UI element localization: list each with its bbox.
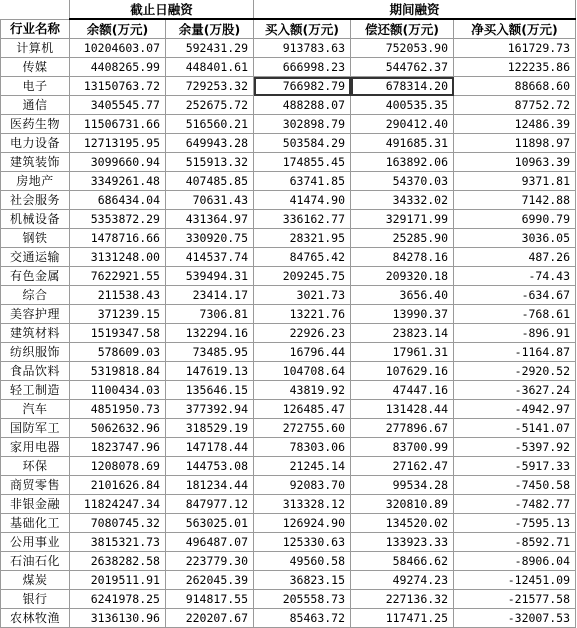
cell-buy[interactable]: 84765.42: [254, 248, 351, 267]
cell-volume[interactable]: 431364.97: [166, 210, 254, 229]
cell-volume[interactable]: 515913.32: [166, 153, 254, 172]
cell-repay[interactable]: 27162.47: [351, 457, 454, 476]
cell-industry[interactable]: 纺织服饰: [1, 343, 70, 362]
cell-repay[interactable]: 320810.89: [351, 495, 454, 514]
table-row[interactable]: [1, 229, 576, 248]
cell-buy[interactable]: 92083.70: [254, 476, 351, 495]
cell-volume[interactable]: 23414.17: [166, 286, 254, 305]
cell-industry[interactable]: 美容护理: [1, 305, 70, 324]
col-header-balance: 余额(万元): [70, 19, 166, 39]
cell-volume[interactable]: 847977.12: [166, 495, 254, 514]
table-row[interactable]: [1, 134, 576, 153]
table-row[interactable]: [1, 96, 576, 115]
col-header-volume: 余量(万股): [166, 19, 254, 39]
cell-volume[interactable]: 223779.30: [166, 552, 254, 571]
table-row[interactable]: [1, 514, 576, 533]
table-row[interactable]: [1, 381, 576, 400]
col-header-repay: 偿还额(万元): [351, 19, 454, 39]
cell-net-buy[interactable]: -21577.58: [454, 590, 576, 609]
cell-industry[interactable]: 汽车: [1, 400, 70, 419]
cell-buy[interactable]: 488288.07: [254, 96, 351, 115]
cell-industry[interactable]: 商贸零售: [1, 476, 70, 495]
cell-industry[interactable]: 银行: [1, 590, 70, 609]
table-row[interactable]: [1, 115, 576, 134]
cell-balance[interactable]: 3349261.48: [70, 172, 166, 191]
cell-volume[interactable]: 539494.31: [166, 267, 254, 286]
cell-industry[interactable]: 通信: [1, 96, 70, 115]
cell-volume[interactable]: 377392.94: [166, 400, 254, 419]
col-header-industry: 行业名称: [1, 19, 70, 39]
cell-balance[interactable]: 13150763.72: [70, 77, 166, 96]
cell-industry[interactable]: 计算机: [1, 39, 70, 58]
cell-buy[interactable]: 49560.58: [254, 552, 351, 571]
cell-volume[interactable]: 407485.85: [166, 172, 254, 191]
group-header-row: [1, 0, 576, 19]
table-row[interactable]: [1, 419, 576, 438]
table-row[interactable]: [1, 305, 576, 324]
cell-balance[interactable]: 2019511.91: [70, 571, 166, 590]
cell-volume[interactable]: 135646.15: [166, 381, 254, 400]
cell-net-buy[interactable]: -8906.04: [454, 552, 576, 571]
cell-industry[interactable]: 轻工制造: [1, 381, 70, 400]
cell-industry[interactable]: 有色金属: [1, 267, 70, 286]
cell-balance[interactable]: 3815321.73: [70, 533, 166, 552]
cell-industry[interactable]: 医药生物: [1, 115, 70, 134]
cell-buy[interactable]: 503584.29: [254, 134, 351, 153]
cell-repay[interactable]: 13990.37: [351, 305, 454, 324]
table-row[interactable]: [1, 362, 576, 381]
cell-industry[interactable]: 公用事业: [1, 533, 70, 552]
cell-industry[interactable]: 传媒: [1, 58, 70, 77]
cell-repay[interactable]: 99534.28: [351, 476, 454, 495]
cell-volume[interactable]: 649943.28: [166, 134, 254, 153]
cell-balance[interactable]: 7080745.32: [70, 514, 166, 533]
cell-volume[interactable]: 414537.74: [166, 248, 254, 267]
group-header-period-end: 截止日融资: [70, 0, 254, 19]
cell-industry[interactable]: 非银金融: [1, 495, 70, 514]
cell-volume[interactable]: 448401.61: [166, 58, 254, 77]
table-row[interactable]: [1, 39, 576, 58]
cell-buy[interactable]: 126485.47: [254, 400, 351, 419]
cell-net-buy[interactable]: -2920.52: [454, 362, 576, 381]
cell-volume[interactable]: 70631.43: [166, 191, 254, 210]
group-header-period: 期间融资: [254, 0, 576, 19]
table-row[interactable]: [1, 400, 576, 419]
cell-industry[interactable]: 电子: [1, 77, 70, 96]
table-row[interactable]: [1, 609, 576, 628]
table-row[interactable]: [1, 248, 576, 267]
cell-repay[interactable]: 54370.03: [351, 172, 454, 191]
cell-repay[interactable]: 83700.99: [351, 438, 454, 457]
cell-industry[interactable]: 建筑装饰: [1, 153, 70, 172]
table-row[interactable]: [1, 495, 576, 514]
cell-balance[interactable]: 5353872.29: [70, 210, 166, 229]
cell-balance[interactable]: 6241978.25: [70, 590, 166, 609]
cell-repay[interactable]: 209320.18: [351, 267, 454, 286]
cell-buy[interactable]: 104708.64: [254, 362, 351, 381]
cell-volume[interactable]: 252675.72: [166, 96, 254, 115]
table-row[interactable]: [1, 58, 576, 77]
cell-net-buy[interactable]: 87752.72: [454, 96, 576, 115]
cell-repay[interactable]: 400535.35: [351, 96, 454, 115]
table-body: [1, 39, 576, 628]
cell-industry[interactable]: 基础化工: [1, 514, 70, 533]
cell-balance[interactable]: 5062632.96: [70, 419, 166, 438]
cell-repay[interactable]: 131428.44: [351, 400, 454, 419]
cell-net-buy[interactable]: 122235.86: [454, 58, 576, 77]
cell-buy[interactable]: 78303.06: [254, 438, 351, 457]
cell-balance[interactable]: 211538.43: [70, 286, 166, 305]
cell-volume[interactable]: 262045.39: [166, 571, 254, 590]
col-header-buy: 买入额(万元): [254, 19, 351, 39]
cell-industry[interactable]: 环保: [1, 457, 70, 476]
cell-industry[interactable]: 交通运输: [1, 248, 70, 267]
cell-net-buy[interactable]: -4942.97: [454, 400, 576, 419]
cell-buy[interactable]: 85463.72: [254, 609, 351, 628]
cell-balance[interactable]: 3099660.94: [70, 153, 166, 172]
table-row[interactable]: [1, 533, 576, 552]
cell-volume[interactable]: 132294.16: [166, 324, 254, 343]
cell-balance[interactable]: 4851950.73: [70, 400, 166, 419]
cell-volume[interactable]: 318529.19: [166, 419, 254, 438]
cell-net-buy[interactable]: 6990.79: [454, 210, 576, 229]
table-row[interactable]: [1, 438, 576, 457]
cell-balance[interactable]: 3136130.96: [70, 609, 166, 628]
cell-industry[interactable]: 石油石化: [1, 552, 70, 571]
cell-balance[interactable]: 12713195.95: [70, 134, 166, 153]
cell-net-buy[interactable]: -5141.07: [454, 419, 576, 438]
cell-buy[interactable]: 272755.60: [254, 419, 351, 438]
cell-repay[interactable]: 58466.62: [351, 552, 454, 571]
table-row[interactable]: [1, 476, 576, 495]
cell-net-buy[interactable]: -7595.13: [454, 514, 576, 533]
cell-balance[interactable]: 1208078.69: [70, 457, 166, 476]
cell-buy[interactable]: 205558.73: [254, 590, 351, 609]
cell-volume[interactable]: 220207.67: [166, 609, 254, 628]
cell-buy[interactable]: 13221.76: [254, 305, 351, 324]
cell-balance[interactable]: 3405545.77: [70, 96, 166, 115]
cell-volume[interactable]: 516560.21: [166, 115, 254, 134]
cell-repay[interactable]: 25285.90: [351, 229, 454, 248]
cell-volume[interactable]: 330920.75: [166, 229, 254, 248]
cell-buy[interactable]: 336162.77: [254, 210, 351, 229]
cell-repay[interactable]: 23823.14: [351, 324, 454, 343]
cell-buy[interactable]: 666998.23: [254, 58, 351, 77]
cell-net-buy[interactable]: 9371.81: [454, 172, 576, 191]
cell-repay[interactable]: 277896.67: [351, 419, 454, 438]
cell-industry[interactable]: 综合: [1, 286, 70, 305]
cell-volume[interactable]: 496487.07: [166, 533, 254, 552]
cell-industry[interactable]: 钢铁: [1, 229, 70, 248]
cell-balance[interactable]: 2638282.58: [70, 552, 166, 571]
cell-repay[interactable]: 107629.16: [351, 362, 454, 381]
cell-volume[interactable]: 914817.55: [166, 590, 254, 609]
table-row[interactable]: [1, 172, 576, 191]
cell-balance[interactable]: 11506731.66: [70, 115, 166, 134]
cell-industry[interactable]: 农林牧渔: [1, 609, 70, 628]
table-row[interactable]: [1, 153, 576, 172]
cell-volume[interactable]: 563025.01: [166, 514, 254, 533]
cell-buy[interactable]: 209245.75: [254, 267, 351, 286]
cell-net-buy[interactable]: -1164.87: [454, 343, 576, 362]
cell-balance[interactable]: 5319818.84: [70, 362, 166, 381]
cell-industry[interactable]: 食品饮料: [1, 362, 70, 381]
cell-repay[interactable]: 17961.31: [351, 343, 454, 362]
table-row[interactable]: [1, 210, 576, 229]
cell-balance[interactable]: 4408265.99: [70, 58, 166, 77]
cell-repay[interactable]: 163892.06: [351, 153, 454, 172]
cell-balance[interactable]: 11824247.34: [70, 495, 166, 514]
cell-net-buy[interactable]: -12451.09: [454, 571, 576, 590]
cell-repay[interactable]: 47447.16: [351, 381, 454, 400]
cell-net-buy[interactable]: -896.91: [454, 324, 576, 343]
cell-net-buy[interactable]: 12486.39: [454, 115, 576, 134]
cell-net-buy[interactable]: -5397.92: [454, 438, 576, 457]
cell-net-buy[interactable]: -74.43: [454, 267, 576, 286]
cell-balance[interactable]: 371239.15: [70, 305, 166, 324]
cell-repay[interactable]: 329171.99: [351, 210, 454, 229]
cell-volume[interactable]: 73485.95: [166, 343, 254, 362]
cell-balance[interactable]: 686434.04: [70, 191, 166, 210]
cell-industry[interactable]: 建筑材料: [1, 324, 70, 343]
cell-volume[interactable]: 592431.29: [166, 39, 254, 58]
cell-net-buy[interactable]: -7482.77: [454, 495, 576, 514]
cell-repay[interactable]: 544762.37: [351, 58, 454, 77]
column-header-row: [1, 19, 576, 39]
cell-buy[interactable]: 3021.73: [254, 286, 351, 305]
cell-net-buy[interactable]: 487.26: [454, 248, 576, 267]
cell-buy[interactable]: 313328.12: [254, 495, 351, 514]
cell-industry[interactable]: 房地产: [1, 172, 70, 191]
table-row[interactable]: [1, 267, 576, 286]
cell-balance[interactable]: 1823747.96: [70, 438, 166, 457]
blank-header-cell: [1, 0, 70, 19]
cell-net-buy[interactable]: 7142.88: [454, 191, 576, 210]
cell-volume[interactable]: 181234.44: [166, 476, 254, 495]
cell-repay[interactable]: 290412.40: [351, 115, 454, 134]
cell-buy[interactable]: 174855.45: [254, 153, 351, 172]
table-row[interactable]: [1, 77, 576, 96]
cell-buy[interactable]: 41474.90: [254, 191, 351, 210]
cell-volume[interactable]: 147619.13: [166, 362, 254, 381]
cell-net-buy[interactable]: -8592.71: [454, 533, 576, 552]
table-row[interactable]: [1, 191, 576, 210]
cell-repay[interactable]: 134520.02: [351, 514, 454, 533]
cell-buy[interactable]: 22926.23: [254, 324, 351, 343]
cell-volume[interactable]: 147178.44: [166, 438, 254, 457]
cell-buy[interactable]: 21245.14: [254, 457, 351, 476]
cell-volume[interactable]: 144753.08: [166, 457, 254, 476]
cell-industry[interactable]: 电力设备: [1, 134, 70, 153]
cell-repay[interactable]: 752053.90: [351, 39, 454, 58]
cell-industry[interactable]: 机械设备: [1, 210, 70, 229]
table-row[interactable]: [1, 343, 576, 362]
cell-industry[interactable]: 社会服务: [1, 191, 70, 210]
cell-repay[interactable]: 133923.33: [351, 533, 454, 552]
cell-buy[interactable]: 43819.92: [254, 381, 351, 400]
cell-net-buy[interactable]: -5917.33: [454, 457, 576, 476]
table-row[interactable]: [1, 571, 576, 590]
cell-buy[interactable]: 36823.15: [254, 571, 351, 590]
col-header-net-buy: 净买入额(万元): [454, 19, 576, 39]
cell-balance[interactable]: 7622921.55: [70, 267, 166, 286]
cell-buy[interactable]: 126924.90: [254, 514, 351, 533]
cell-volume[interactable]: 729253.32: [166, 77, 254, 96]
cell-balance[interactable]: 1519347.58: [70, 324, 166, 343]
cell-repay[interactable]: 227136.32: [351, 590, 454, 609]
cell-volume[interactable]: 7306.81: [166, 305, 254, 324]
cell-repay[interactable]: 491685.31: [351, 134, 454, 153]
cell-buy[interactable]: 302898.79: [254, 115, 351, 134]
cell-repay[interactable]: 84278.16: [351, 248, 454, 267]
cell-net-buy[interactable]: 10963.39: [454, 153, 576, 172]
cell-industry[interactable]: 煤炭: [1, 571, 70, 590]
table-row[interactable]: [1, 286, 576, 305]
cell-net-buy[interactable]: -3627.24: [454, 381, 576, 400]
cell-net-buy[interactable]: 11898.97: [454, 134, 576, 153]
cell-buy[interactable]: 125330.63: [254, 533, 351, 552]
cell-net-buy[interactable]: -32007.53: [454, 609, 576, 628]
cell-balance[interactable]: 2101626.84: [70, 476, 166, 495]
cell-industry[interactable]: 家用电器: [1, 438, 70, 457]
cell-repay[interactable]: 49274.23: [351, 571, 454, 590]
table-row[interactable]: [1, 457, 576, 476]
cell-net-buy[interactable]: -768.61: [454, 305, 576, 324]
cell-net-buy[interactable]: 88668.60: [454, 77, 576, 96]
cell-buy[interactable]: 63741.85: [254, 172, 351, 191]
cell-repay[interactable]: 34332.02: [351, 191, 454, 210]
cell-repay[interactable]: 678314.20: [351, 77, 454, 96]
cell-repay[interactable]: 117471.25: [351, 609, 454, 628]
cell-buy[interactable]: 913783.63: [254, 39, 351, 58]
cell-industry[interactable]: 国防军工: [1, 419, 70, 438]
cell-repay[interactable]: 3656.40: [351, 286, 454, 305]
cell-net-buy[interactable]: 3036.05: [454, 229, 576, 248]
cell-net-buy[interactable]: 161729.73: [454, 39, 576, 58]
table-row[interactable]: [1, 552, 576, 571]
cell-balance[interactable]: 1478716.66: [70, 229, 166, 248]
cell-net-buy[interactable]: -634.67: [454, 286, 576, 305]
cell-net-buy[interactable]: -7450.58: [454, 476, 576, 495]
cell-buy[interactable]: 16796.44: [254, 343, 351, 362]
cell-balance[interactable]: 3131248.00: [70, 248, 166, 267]
cell-buy[interactable]: 766982.79: [254, 77, 351, 96]
cell-balance[interactable]: 1100434.03: [70, 381, 166, 400]
table-row[interactable]: [1, 324, 576, 343]
cell-balance[interactable]: 578609.03: [70, 343, 166, 362]
table-row[interactable]: [1, 590, 576, 609]
cell-buy[interactable]: 28321.95: [254, 229, 351, 248]
cell-balance[interactable]: 10204603.07: [70, 39, 166, 58]
